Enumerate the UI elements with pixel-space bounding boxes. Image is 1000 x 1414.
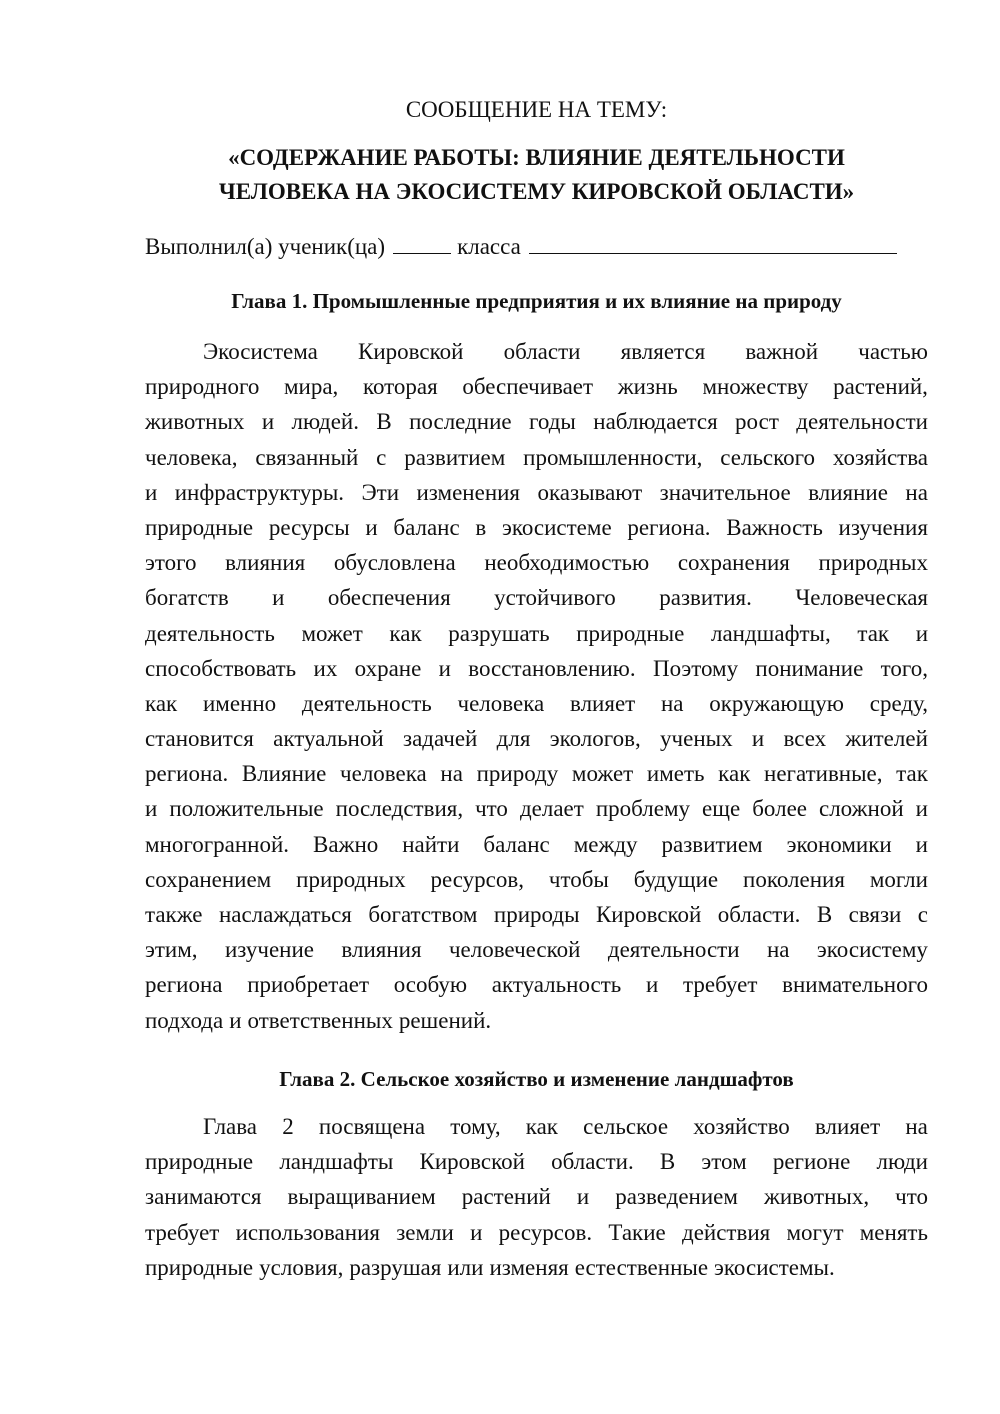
text-line: многогранной. Важно найти баланс между развитием экономики и bbox=[145, 831, 928, 857]
report-title-line: «СОДЕРЖАНИЕ РАБОТЫ: ВЛИЯНИЕ ДЕЯТЕЛЬНОСТИ bbox=[228, 145, 845, 170]
text-line: природные условия, разрушая или изменяя естественные экосистемы. bbox=[145, 1254, 835, 1280]
text-line: региона приобретает особую актуальность и требует внимательного bbox=[145, 972, 928, 998]
class-label: класса bbox=[457, 234, 521, 259]
text-line: этого влияния обусловлена необходимостью сохранения природных bbox=[145, 550, 928, 576]
chapter-2-paragraph bbox=[145, 1109, 928, 1285]
text-line: деятельность может как разрушать природные ландшафты, так и bbox=[145, 620, 928, 646]
text-line: этим, изучение влияния человеческой деятельности на экосистему bbox=[145, 937, 928, 963]
author-line bbox=[145, 231, 928, 263]
text-line: животных и людей. В последние годы наблюдается рост деятельности bbox=[145, 409, 928, 435]
name-blank bbox=[529, 231, 897, 254]
text-line: и инфраструктуры. Эти изменения оказывают значительное влияние на bbox=[145, 479, 928, 505]
text-line: богатств и обеспечения устойчивого развития. Человеческая bbox=[145, 585, 928, 611]
chapter-2-heading: Глава 2. Сельское хозяйство и изменение ландшафтов bbox=[279, 1067, 794, 1091]
text-line: природного мира, которая обеспечивает жизнь множеству растений, bbox=[145, 374, 928, 400]
text-line: региона. Влияние человека на природу может иметь как негативные, так bbox=[145, 761, 928, 787]
text-line: и положительные последствия, что делает проблему еще более сложной и bbox=[145, 796, 928, 822]
text-line: природные ресурсы и баланс в экосистеме региона. Важность изучения bbox=[145, 514, 928, 540]
text-line: природные ландшафты Кировской области. В этом регионе люди bbox=[145, 1149, 928, 1175]
text-line: становится актуальной задачей для экологов, ученых и всех жителей bbox=[145, 726, 928, 752]
text-line: человека, связанный с развитием промышленности, сельского хозяйства bbox=[145, 444, 928, 470]
report-label: СООБЩЕНИЕ НА ТЕМУ: bbox=[405, 97, 668, 122]
text-line: занимаются выращиванием растений и разведением животных, что bbox=[145, 1184, 928, 1210]
class-blank bbox=[393, 231, 451, 254]
text-line: подхода и ответственных решений. bbox=[145, 1007, 492, 1033]
text-line: также наслаждаться богатством природы Кировской области. В связи с bbox=[145, 902, 928, 927]
report-title bbox=[145, 141, 928, 209]
text-line: требует использования земли и ресурсов. Такие действия могут менять bbox=[145, 1219, 928, 1245]
text-line: как именно деятельность человека влияет на окружающую среду, bbox=[145, 690, 928, 716]
chapter-1-paragraph bbox=[145, 334, 928, 1038]
text-line: способствовать их охране и восстановлению. Поэтому понимание того, bbox=[145, 655, 928, 681]
text-line: сохранением природных ресурсов, чтобы будущие поколения могли bbox=[145, 866, 928, 892]
chapter-1-heading: Глава 1. Промышленные предприятия и их влияние на природу bbox=[231, 289, 842, 313]
text-line: Глава 2 посвящена тому, как сельское хозяйство влияет на bbox=[203, 1114, 928, 1139]
text-line: Экосистема Кировской области является важной частью bbox=[203, 339, 928, 364]
report-title-line: ЧЕЛОВЕКА НА ЭКОСИСТЕМУ КИРОВСКОЙ ОБЛАСТИ» bbox=[218, 179, 855, 204]
performed-by-label: Выполнил(а) ученик(ца) bbox=[145, 234, 386, 259]
